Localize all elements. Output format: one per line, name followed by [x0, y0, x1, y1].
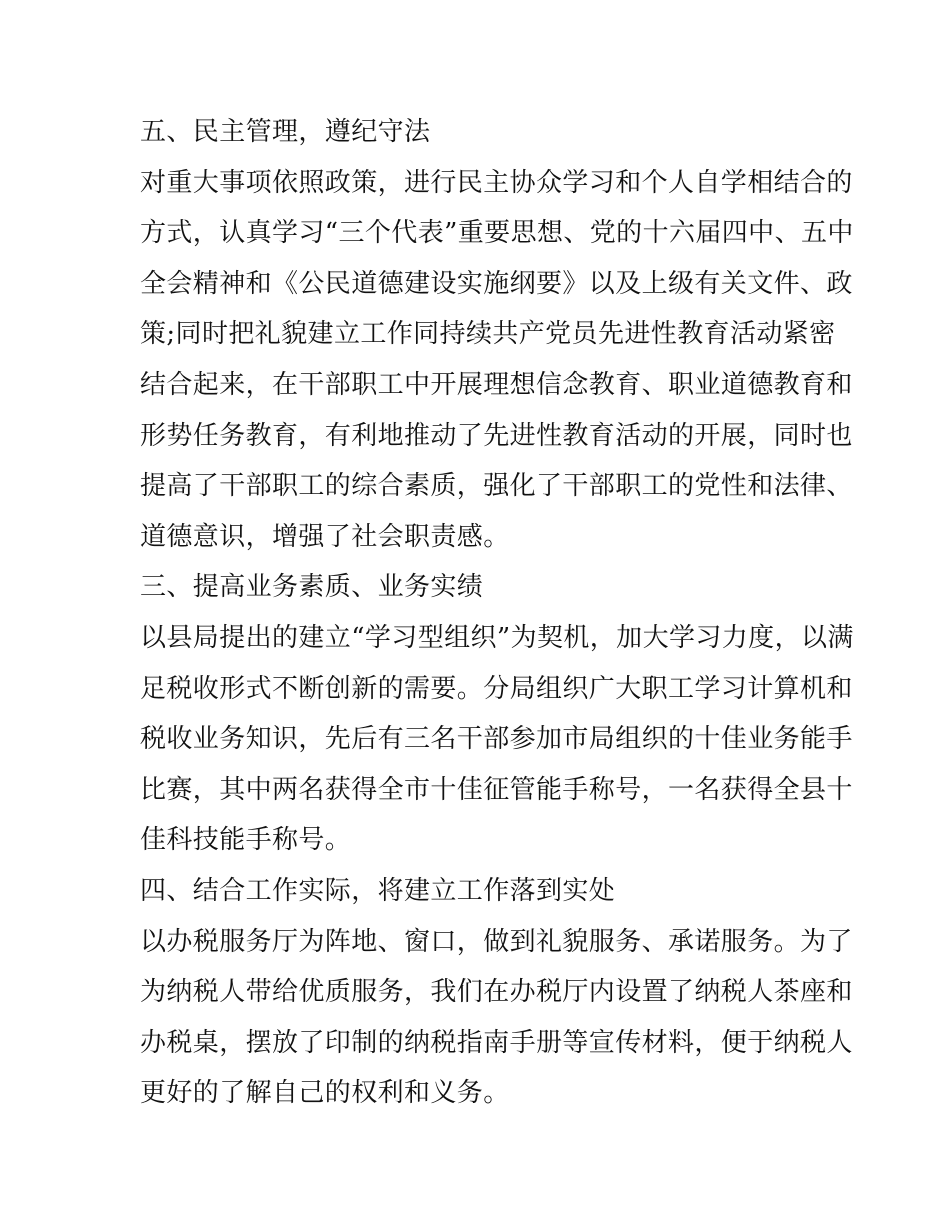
- paragraph-line: 方式，认真学习“三个代表”重要思想、党的十六届四中、五中: [140, 218, 854, 249]
- paragraph-line: 为纳税人带给优质服务，我们在办税厅内设置了纳税人茶座和: [140, 977, 853, 1008]
- paragraph-line: 足税收形式不断创新的需要。分局组织广大职工学习计算机和: [140, 673, 853, 704]
- document-body: [140, 107, 854, 1119]
- paragraph-line: 提高了干部职工的综合素质，强化了干部职工的党性和法律、: [140, 471, 853, 502]
- paragraph-line: 更好的了解自己的权利和义务。: [140, 1078, 510, 1109]
- paragraph-line: 比赛，其中两名获得全市十佳征管能手称号，一名获得全县十: [140, 774, 853, 805]
- paragraph-line: 税收业务知识，先后有三名干部参加市局组织的十佳业务能手: [140, 724, 853, 755]
- section-heading: 四、结合工作实际，将建立工作落到实处: [140, 875, 616, 906]
- section-heading: 五、民主管理，遵纪守法: [140, 117, 431, 147]
- paragraph-line: 形势任务教育，有利地推动了先进性教育活动的开展，同时也: [140, 420, 853, 451]
- paragraph-line: 结合起来，在干部职工中开展理想信念教育、职业道德教育和: [140, 369, 853, 400]
- paragraph-line: 以办税服务厅为阵地、窗口，做到礼貌服务、承诺服务。为了: [140, 926, 853, 957]
- paragraph-line: 对重大事项依照政策，进行民主协众学习和个人自学相结合的: [140, 167, 853, 198]
- paragraph-line: 道德意识，增强了社会职责感。: [140, 521, 510, 552]
- paragraph-line: 佳科技能手称号。: [140, 825, 352, 856]
- paragraph-line: 全会精神和《公民道德建设实施纲要》以及上级有关文件、政: [140, 268, 853, 299]
- paragraph-line: 以县局提出的建立“学习型组织”为契机，加大学习力度，以满: [140, 622, 854, 653]
- paragraph-line: 办税桌，摆放了印制的纳税指南手册等宣传材料，便于纳税人: [140, 1027, 853, 1058]
- paragraph-line: 策;同时把礼貌建立工作同持续共产党员先进性教育活动紧密: [140, 319, 836, 350]
- section-heading: 三、提高业务素质、业务实绩: [140, 572, 484, 603]
